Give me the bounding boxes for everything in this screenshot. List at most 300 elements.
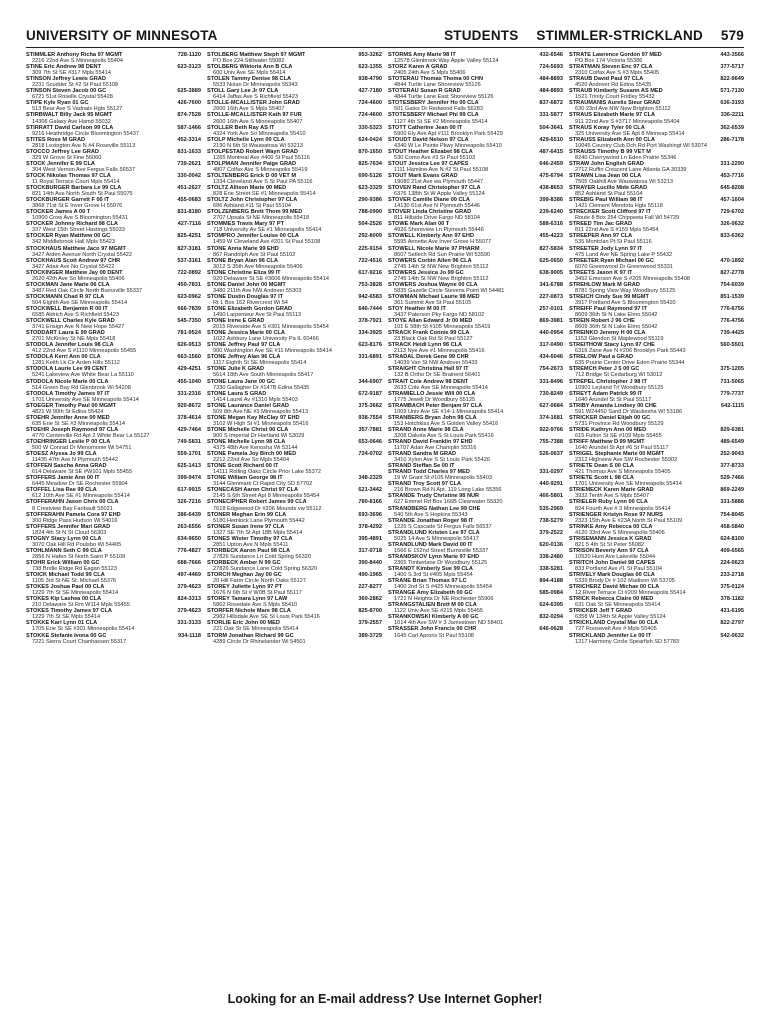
- student-name: STODDART Laura E 99 GRAD: [26, 330, 105, 337]
- street-address: 530 Como Ave #3 St Paul 55103: [394, 154, 476, 161]
- phone-number: 938-4790: [358, 76, 382, 83]
- student-name: STRATE Lawrence Gordon 97 MED: [569, 52, 662, 58]
- directory-entry: [207, 112, 382, 124]
- phone-number: 434-6046: [539, 354, 563, 361]
- street-address: 2405 24th Ave S Mpls 55406: [394, 70, 466, 77]
- student-name: STREBIG Paul William 98 IT: [569, 197, 643, 204]
- street-address: 20 Hill Farm Circle North Oaks 55127: [213, 578, 306, 585]
- phone-number: 780-8166: [358, 499, 382, 506]
- phone-number: 452-3314: [177, 136, 201, 143]
- phone-number: [742, 415, 744, 421]
- phone-number: 825-8700: [358, 608, 382, 615]
- directory-entry: [388, 233, 563, 245]
- street-address: 27826 Sundance Ln Cold Spring 56320: [213, 553, 311, 560]
- street-address: 309 7th St SE #317 Mpls 55414: [32, 70, 111, 77]
- student-name: STOWMAN Michael Laurie 98 MED: [388, 293, 480, 300]
- directory-entry: [569, 633, 744, 645]
- directory-entry: [388, 64, 563, 76]
- street-address: 2231 Scudder St #2 St Paul 55108: [32, 82, 119, 89]
- student-name: STINSON Jeffrey Lewis GRAD: [26, 76, 106, 83]
- directory-entry: [569, 366, 744, 378]
- street-address: 4520 Andover Rd Edina 55435: [575, 82, 652, 89]
- student-name: STRAUMANIS Aurelis Sieur GRAD: [569, 100, 661, 107]
- street-address: 7618 Edgewood Dr #206 Mounds vw 55112: [213, 505, 322, 512]
- phone-number: 377-5717: [720, 64, 744, 71]
- street-address: 1153 Glendon St Maplewood 55119: [575, 336, 664, 343]
- directory-entry: [26, 548, 201, 560]
- footer-note: Looking for an E-mail address? Use Internet Gopher!: [227, 992, 543, 1006]
- student-name: STODOLA Kerri Ann 00 CLA: [26, 354, 101, 361]
- student-name: STORLIE Eric John 00 MED: [207, 620, 280, 627]
- phone-number: 625-1413: [177, 463, 201, 470]
- street-address: 2707 Upsala St NE Minneapolis 55418: [213, 215, 310, 222]
- street-address: 1111 Hamline Ave N #2 St Paul 55108: [394, 166, 489, 173]
- phone-number: 475-6794: [539, 172, 563, 179]
- student-name: STRAIT Cole Andrew 98 DENT: [388, 378, 469, 385]
- student-name: STOCKBURGER Barbara Le 99 CLA: [26, 185, 122, 192]
- directory-entry: [26, 439, 201, 451]
- student-name: STOFFERS Jamie Ann 00 IT: [26, 475, 100, 482]
- street-address: 1334 Cleveland Ave S St Paul PA 55116: [213, 178, 313, 185]
- directory-entry: [388, 270, 563, 282]
- phone-number: 738-5279: [539, 517, 563, 524]
- directory-entry: [26, 487, 201, 499]
- directory-entry: [26, 149, 201, 161]
- street-address: 501 Gates Dr Redwood Falls 56283: [394, 106, 483, 113]
- street-address: 1701 University Ave SE Minneapolis 55414: [575, 481, 682, 488]
- phone-number: 286-7178: [720, 136, 744, 143]
- student-name: STRECKER Scott Clifford 97 IT: [569, 209, 652, 216]
- street-address: 361 Summit Ave St Paul 55105: [394, 299, 472, 306]
- street-address: 911 22nd Ave S #3717 Minneapolis 55404: [575, 118, 680, 125]
- directory-entry: [569, 52, 744, 64]
- student-name: STOFFEL Lisa Rae 99 CLA: [26, 487, 97, 494]
- directory-entry: [26, 306, 201, 318]
- street-address: 3437 Paterson Pky Fargo ND 58102: [394, 312, 485, 319]
- phone-number: 317-0490: [539, 342, 563, 349]
- student-name: STOFFEN Sascha Anna GRAD: [26, 463, 107, 470]
- phone-number: 832-0294: [539, 614, 563, 621]
- street-address: 1127 4th St SE #2 Minneapolis 55414: [394, 118, 488, 125]
- street-address: 2212 22nd Ave So Mpls 55404: [213, 457, 290, 464]
- phone-number: 409-6565: [720, 547, 744, 554]
- student-name: STRAND Sandra M GRAD: [388, 451, 457, 458]
- street-address: 1022 Ashbury Lane University Pa IL 60466: [213, 336, 319, 343]
- student-name: STORCH Meghan Jay 00 GC: [207, 572, 282, 579]
- phone-number: 331-6891: [358, 354, 382, 361]
- student-name: STRANE Brian Thomas 97 LC: [388, 578, 467, 585]
- phone-number: 537-3161: [177, 257, 201, 264]
- directory-entry: [26, 137, 201, 149]
- directory-entry: [569, 125, 744, 137]
- directory-entry: [569, 306, 744, 318]
- phone-number: 754-8045: [720, 511, 744, 518]
- student-name: STRAND David Franklin 97 EHD: [388, 439, 473, 445]
- directory-entry: [569, 548, 744, 560]
- student-name: STORM Jonathan Richard 99 GC: [207, 632, 294, 639]
- street-address: 11435 47th Ave N Plymouth 55442: [32, 457, 118, 464]
- street-address: 2633 Cole Ave SE Minneapolis 55414: [394, 384, 488, 391]
- street-address: 712 Bridge St Cedarburg WI 53012: [575, 372, 663, 379]
- student-name: STRAW John English GRAD: [569, 160, 644, 167]
- street-address: 3452 Emerson Ave S #205 Minneapolis 55408: [575, 275, 690, 282]
- phone-number: 331-2316: [177, 390, 201, 397]
- student-name: STOTT Catherine Jean 00 IT: [388, 124, 463, 131]
- street-address: 504 Eighth Ave SE Minneapolis 55414: [32, 299, 128, 306]
- street-address: 3070 Oak Hill Rd Poulsbo Wi 54405: [32, 541, 122, 548]
- student-name: STODOLA Jennifer Louis 98 CLA: [26, 342, 114, 349]
- street-address: 132 B Ortho Dr SE Brainerd 56401: [394, 372, 481, 379]
- student-name: STRACK Frank Connie 99 CLA: [388, 330, 470, 337]
- student-name: STOKES Joshua Paul 00 CLA: [26, 584, 105, 591]
- student-name: STONE Jeffrey Alan 96 CLA: [207, 354, 281, 361]
- directory-entry: [207, 403, 382, 415]
- directory-entry: [388, 439, 563, 451]
- directory-entry: [388, 366, 563, 378]
- phone-number: 362-6539: [720, 124, 744, 131]
- phone-number: 379-2522: [539, 529, 563, 536]
- street-address: 1400 S 3rd St #405 Mpls 55454: [394, 572, 473, 579]
- street-address: 2600 16th Ave S Minneapolis 55407: [213, 118, 303, 125]
- directory-entry: [388, 258, 563, 270]
- directory-entry: [388, 554, 563, 566]
- phone-number: 587-1466: [177, 124, 201, 131]
- directory-entry: [569, 342, 744, 354]
- street-address: 509 8th Ave NE #3 Minneapolis 55413: [213, 408, 309, 415]
- directory-entry: [388, 137, 563, 149]
- directory-entry: [207, 584, 382, 596]
- directory-entry: [26, 270, 201, 282]
- student-name: STOMPRO Jennifer Louise 00 CLA: [207, 233, 299, 240]
- phone-number: 825-4251: [177, 233, 201, 240]
- directory-entry: [207, 475, 382, 487]
- street-address: 3917 Portland Ave S Bloomington 55420: [575, 299, 676, 306]
- student-name: STORBECK Aaron Paul 98 CLA: [207, 547, 290, 554]
- street-address: 2145 S 6th Street Apt 8 Minneapolis 55454: [213, 493, 320, 500]
- phone-number: 389-3729: [358, 632, 382, 639]
- street-address: 635 Prairie Center Drive Eden Prairie 55344: [575, 360, 685, 367]
- street-address: 3741 Ensign Ave N New Hope 55427: [32, 324, 125, 331]
- student-name: STRISON Beverly Ann 97 CLA: [569, 547, 649, 554]
- directory-entry: [207, 173, 382, 185]
- phone-number: 560-5501: [720, 342, 744, 349]
- directory-entry: [388, 209, 563, 221]
- directory-entry: [26, 173, 201, 185]
- directory-entry: [388, 566, 563, 578]
- phone-number: 429-6510: [539, 136, 563, 143]
- directory-entry: [207, 560, 382, 572]
- student-name: STOFFERS Jennifer Mari GRAD: [26, 523, 111, 530]
- street-address: 3012 S 35th Ave Minneapolis 55406: [213, 263, 303, 270]
- street-address: 4821 W 90th St Edina 55424: [32, 408, 104, 415]
- street-address: 2216 22nd Ave S Minneapolis 55404: [32, 58, 124, 65]
- student-name: STREPEL Christopher J 98 IT: [569, 378, 647, 385]
- phone-number: [742, 246, 744, 252]
- street-address: 2620 42th Ave So Minneapolis 55406: [32, 275, 125, 282]
- student-name: STODOLA Timothy James 97 IT: [26, 390, 110, 397]
- phone-number: 344-6907: [358, 378, 382, 385]
- directory-entry: [207, 354, 382, 366]
- student-name: STREEPER Ann 97 CLA: [569, 233, 633, 240]
- student-name: STONES Wister Timothy 97 CLA: [207, 535, 293, 542]
- student-name: STOVEN Rand Christopher 97 CLA: [388, 185, 481, 192]
- directory-entry: [388, 306, 563, 318]
- student-name: STONE Laura Jane 00 GC: [207, 378, 275, 385]
- student-name: STOCK Jennifer E 99 CLA: [26, 160, 95, 167]
- student-name: STOREY Juliette Lynn 97 PT: [207, 584, 283, 591]
- directory-entry: [207, 221, 382, 233]
- student-name: STRAMBACH Peter Benjam 97 CLA: [388, 402, 483, 409]
- student-name: STRATMAN Steven Enc 97 CLA: [569, 64, 653, 71]
- phone-number: 379-4623: [177, 608, 201, 615]
- directory-entry: [569, 524, 744, 536]
- phone-number: 688-7666: [177, 559, 201, 566]
- directory-entry: [207, 149, 382, 161]
- student-name: STOY Heather M 00 IT: [388, 305, 446, 312]
- phone-number: 724-4600: [358, 100, 382, 107]
- directory-entry: [207, 233, 382, 245]
- directory-entry: [207, 197, 382, 209]
- phone-number: 426-7600: [177, 100, 201, 107]
- street-address: 210 Delaware St Rm W114 Mpls 55455: [32, 602, 130, 609]
- street-address: 8607 Setlech Rd Sun Prairie WI 53590: [394, 251, 491, 258]
- phone-number: [742, 354, 744, 360]
- phone-number: 399-8386: [539, 197, 563, 204]
- student-name: STRANGE Amy Elizabeth 00 GC: [388, 590, 473, 597]
- student-name: STRAUB Kimberly Susann AS MED: [569, 88, 663, 95]
- student-name: STRAWN Lisa Jean 00 CLA: [569, 172, 642, 179]
- street-address: 686 Ashland #11 St Paul 55104: [213, 203, 291, 210]
- phone-number: 827-5834: [539, 245, 563, 252]
- street-address: 1640 Arundel St St Paul 55117: [575, 396, 652, 403]
- phone-number: 427-7116: [177, 221, 201, 228]
- student-name: STRANDT Kimberly Sue 99 CLA: [388, 565, 473, 572]
- phone-number: 731-5065: [720, 378, 744, 385]
- student-name: STRAUSS Elizabeth Ann 00 CLA: [569, 136, 655, 143]
- student-name: STINE Eric Andrew 98 DENT: [26, 64, 102, 71]
- directory-entry: [388, 52, 563, 64]
- phone-number: 399-9474: [177, 475, 201, 482]
- directory-entry: [207, 596, 382, 608]
- street-address: 27826 Sundance Lane Cold Spring 56320: [213, 565, 318, 572]
- phone-number: 225-9154: [358, 245, 382, 252]
- phone-number: 440-9291: [539, 481, 563, 488]
- student-name: STRIENGER Kristyn Rose 97 NURS: [569, 511, 663, 518]
- student-name: STOCKMANN Chad R 97 CLA: [26, 293, 105, 300]
- student-name: STOLLER Beth Ray AS IT: [207, 124, 275, 131]
- street-address: 10045 Country Club Dch Rd Port Washingt WI 53074: [575, 142, 707, 149]
- directory-entry: [26, 233, 201, 245]
- directory-entry: [207, 318, 382, 330]
- student-name: STOVER Camille Diane 00 CLA: [388, 197, 470, 204]
- street-address: 828 Erie Street SE #1 Minneapolis 55414: [213, 191, 316, 198]
- directory-entry: [388, 100, 563, 112]
- phone-number: 338-5281: [539, 565, 563, 572]
- phone-number: 331-5886: [720, 499, 744, 506]
- directory-entry: [26, 125, 201, 137]
- directory-entry: [207, 100, 382, 112]
- directory-entry: [26, 294, 201, 306]
- student-name: STREED Tim Jac GRAD: [569, 221, 632, 228]
- street-address: 221 Oak St SE Minneapolis 55414: [213, 626, 299, 633]
- student-name: STRANBERG Bryan John 98 CLA: [388, 414, 477, 421]
- phone-number: 869-2249: [720, 487, 744, 494]
- directory-entry: [388, 246, 563, 258]
- directory-entry: [569, 76, 744, 88]
- street-address: 14111 Rolling Oaks Circle Prior Lake 55372: [213, 469, 321, 476]
- street-address: 811 22nd Ave S #159 Mpls 55454: [575, 227, 659, 234]
- phone-number: 330-5323: [358, 124, 382, 131]
- phone-number: 739-4425: [720, 330, 744, 337]
- phone-number: 263-6556: [177, 523, 201, 530]
- phone-number: 623-1355: [358, 64, 382, 71]
- directory-entry: [26, 88, 201, 100]
- directory-entry: [569, 221, 744, 233]
- student-name: STREICH Cindy Sue 99 MGMT: [569, 293, 649, 300]
- street-address: 2818 Lexington Ave N #4 Roseville 55113: [32, 142, 136, 149]
- student-name: STIRBWALT Billy Jack 95 MGMT: [26, 112, 112, 119]
- phone-number: 625-3889: [177, 88, 201, 95]
- entry-line: [207, 149, 382, 155]
- phone-number: 938-7554: [358, 414, 382, 421]
- student-name: STONE Julie K GRAD: [207, 366, 265, 373]
- directory-entry: [569, 185, 744, 197]
- phone-number: 378-1182: [720, 596, 744, 603]
- street-address: 1521 Trinity Court Fridley 55432: [575, 94, 655, 101]
- phone-number: 374-1681: [539, 414, 563, 421]
- street-address: 11707 Adair Ave Champlin 55316: [394, 445, 477, 452]
- student-name: STOLTZ John Christopher 97 CLA: [207, 197, 298, 204]
- phone-number: 317-0718: [358, 547, 382, 554]
- phone-number: 257-0101: [539, 305, 563, 312]
- phone-number: 781-9524: [177, 330, 201, 337]
- student-name: STONE Michelle Lynn 98 CLA: [207, 439, 286, 445]
- entry-line: [388, 415, 563, 421]
- directory-entry: [569, 463, 744, 475]
- directory-entry: [26, 596, 201, 608]
- student-name: STONER Meghan Erin 99 CLA: [207, 511, 287, 518]
- entry-line: [26, 499, 201, 505]
- entry-line: [569, 512, 744, 518]
- directory-entry: [569, 282, 744, 294]
- student-name: STOKES Timothy James 97 CLA: [26, 608, 112, 615]
- directory-entry: [26, 282, 201, 294]
- directory-entry: [26, 633, 201, 645]
- student-name: STOUDT David Nelson 97 CLA: [388, 136, 469, 143]
- entry-line: [26, 270, 201, 276]
- street-address: 821 5 4th St St Peter 56082: [575, 541, 645, 548]
- student-name: STRINKE Amy Rebecca 00 CLA: [569, 523, 653, 530]
- directory-entry: [207, 487, 382, 499]
- phone-number: 822-2797: [720, 620, 744, 627]
- phone-number: 672-9187: [358, 390, 382, 397]
- phone-number: 634-9650: [177, 535, 201, 542]
- phone-number: 429-7464: [177, 426, 201, 433]
- student-name: STREHLOW Mark M GRAD: [569, 281, 640, 288]
- phone-number: 292-8009: [358, 233, 382, 240]
- street-address: 1217 Harmony Circle Spearfish SD 57783: [575, 638, 680, 645]
- phone-number: 646-2459: [539, 160, 563, 167]
- street-address: 5614 18th Ave South Minneapolis 55417: [213, 372, 314, 379]
- street-address: 591 W24450 Sand Dr Waukesha WI 53186: [575, 408, 683, 415]
- phone-number: 375-1205: [720, 366, 744, 373]
- phone-number: 336-2211: [720, 112, 744, 119]
- street-address: 216 Brown Rd N Apt. 119 Long Lake 55356: [394, 487, 502, 494]
- directory-entry: [388, 469, 563, 481]
- street-address: 5595 Annette Ave Inver Grove H 55077: [394, 239, 492, 246]
- phone-number: 497-4469: [177, 572, 201, 579]
- street-address: 5241 Lakeview Ave White Bear La 55110: [32, 372, 134, 379]
- street-address: 1281 Keith Lk Cir Arden Hills 55112: [32, 360, 120, 367]
- street-address: 19080 21st Ave wa Plymouth 55447: [394, 178, 484, 185]
- student-name: STRIGEL Stephanie Marie 00 MGMT: [569, 451, 665, 458]
- street-address: 631 Oak St SE Minneapolis 55414: [575, 602, 661, 609]
- directory-entry: [569, 572, 744, 584]
- entry-line: [26, 403, 201, 409]
- directory-entry: [569, 149, 744, 161]
- phone-number: 753-3828: [358, 281, 382, 288]
- student-name: STRICKLAND Crystal Mar 00 CLA: [569, 620, 659, 627]
- student-name: STOTESBERY Jennifer Ho 00 CLA: [388, 100, 479, 107]
- student-name: STOLP Michelle Lynn 00 CLA: [207, 136, 285, 143]
- phone-number: 455-1040: [177, 378, 201, 385]
- student-name: STRAUB David Paul 97 CLA: [569, 76, 644, 83]
- street-address: 2312 Highview Ave SW Rochester 55902: [575, 457, 678, 464]
- street-address: 1824 4th St N St Cloud 56303: [32, 529, 107, 536]
- street-address: 6316 Zane Ave N #206 Brooklyn Park 55443: [575, 348, 686, 355]
- street-address: 4324 York Ave So Minneapolis 55410: [213, 130, 306, 137]
- student-name: STOCKWELL Charles Kyle GRAD: [26, 318, 115, 325]
- street-address: 4926 Shoreview Ln Plymouth 55446: [394, 227, 484, 234]
- phone-number: 894-4188: [539, 578, 563, 585]
- street-address: 2745 14th St NW New Brighton 55112: [394, 275, 489, 282]
- street-address: 513 Bear Ave S Vadnais Hgts 55127: [32, 106, 123, 113]
- phone-number: 545-7350: [177, 318, 201, 325]
- phone-number: 326-7216: [177, 499, 201, 506]
- street-address: 867 Randolph Ave St Paul 55102: [213, 251, 296, 258]
- phone-number: 542-0632: [720, 632, 744, 639]
- student-name: STOUT Jessica Lee 97 CAPES: [388, 160, 469, 167]
- directory-entry: [569, 318, 744, 330]
- street-address: 3868 71st St E Inver Grove H 55076: [32, 203, 123, 210]
- directory-entry: [569, 233, 744, 245]
- street-address: 23 Black Oak Rd St Paul 55127: [394, 336, 473, 343]
- directory-entry: [207, 536, 382, 548]
- phone-number: 623-3123: [177, 64, 201, 71]
- student-name: STRICK Rebecca Claire 00 MED: [569, 596, 654, 603]
- directory-entry: [26, 258, 201, 270]
- phone-number: 920-8672: [177, 402, 201, 409]
- phone-number: 470-1892: [720, 257, 744, 264]
- phone-number: 724-5693: [539, 64, 563, 71]
- student-name: STRELOW Paul a GRAD: [569, 354, 634, 361]
- directory-entry: [388, 578, 563, 590]
- phone-number: 377-8733: [720, 463, 744, 470]
- directory-entry: [207, 209, 382, 221]
- directory-entry: [26, 584, 201, 596]
- directory-entry: [26, 161, 201, 173]
- name-range: STIMMLER-STRICKLAND: [536, 28, 703, 43]
- student-name: STONECIPHER Robert James 99 CLA: [207, 499, 307, 506]
- student-name: STONE Dustin Douglas 97 IT: [207, 293, 284, 300]
- directory-entry: [569, 112, 744, 124]
- directory-entry: [388, 403, 563, 415]
- directory-entry: [388, 112, 563, 124]
- directory-entry: [26, 64, 201, 76]
- street-address: 1105 3rd St NE St. Michael 55376: [32, 578, 117, 585]
- student-name: STORMS Amy Marie 98 IT: [388, 52, 456, 58]
- student-name: STRANDBERG Nathan Lee 99 CHE: [388, 505, 481, 512]
